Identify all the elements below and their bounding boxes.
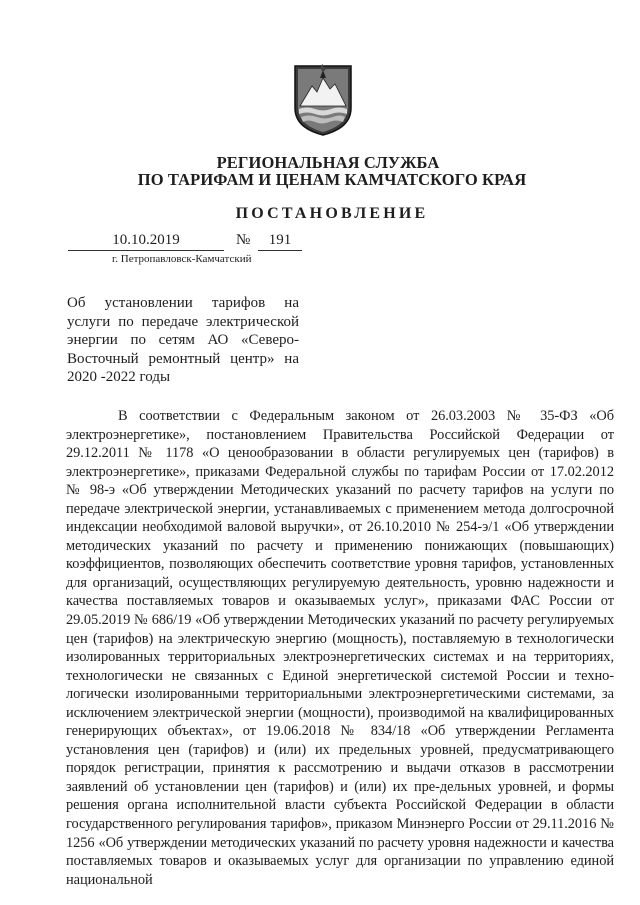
document-subject: Об установлении тарифов на услуги по передаче электрической энергии по сетям АО «Северо-Восточный ремонтный центр» на 2020 -2022 годы: [67, 295, 299, 385]
dateline: [68, 232, 308, 252]
number-sign: №: [236, 232, 251, 248]
document-type-title: ПОСТАНОВЛЕНИЕ: [235, 205, 429, 222]
organization-name-line-2: ПО ТАРИФАМ И ЦЕНАМ КАМЧАТСКОГО КРАЯ: [137, 170, 527, 189]
organization-name-line-1: РЕГИОНАЛЬНАЯ СЛУЖБА: [216, 153, 440, 172]
city-name: г. Петропавловск-Камчатский: [112, 253, 252, 265]
kamchatka-coat-of-arms-icon: [292, 62, 354, 138]
document-date: 10.10.2019: [68, 232, 224, 251]
document-number: 191: [258, 232, 302, 251]
document-body-paragraph: В соответствии с Федеральным законом от 26.03.2003 № 35-ФЗ «Об электроэнергетике», постановлением Правительства Российской Федерации от 29.12.2011 № 1178 «О ценообразовании в области регулируемых цен (тарифов) в электроэнергетике», приказами Федеральной службы по тарифам России от 17.02.2012 № 98-э «Об утверждении Методических указаний по расчету тарифов на услуги по передаче электрической энергии, устанавливаемых с применением метода долгосрочной индексации необходимой валовой выручки», от 26.10.2010 № 254-э/1 «Об утверждении методических указаний по расчету и применению понижающих (повышающих) коэффициентов, позволяющих обеспечить соответствие уровня тарифов, установленных для организаций, осуществляющих регулируемую деятельность, уровню надежности и качества поставляемых товаров и оказываемых услуг», приказами ФАС России от 29.05.2019 № 686/19 «Об утверждении Методических указаний по расчету регулируемых цен (тарифов) на электрическую энергию (мощность), поставляемую в технологически изолированных территориальных электроэнергетических системах и на территориях, технологически не связанных с Единой энергетической системой России и техно-логически изолированными территориальными электроэнергетическими системами, за исключением электрической энергии (мощности), производимой на квалифицированных генерирующих объектах», от 19.06.2018 № 834/18 «Об утверждении Регламента установления цен (тарифов) и (или) их предельных уровней, предусматривающего порядок регистрации, принятия к рассмотрению и выдачи отказов в рассмотрении заявлений об установлении цен (тарифов) и (или) их пре-дельных уровней, и формы решения органа исполнительной власти субъекта Российской Федерации в области государственного регулирования тарифов», приказом Минэнерго России от 29.11.2016 № 1256 «Об утверждении методических указаний по расчету уровня надежности и качества поставляемых товаров и оказываемых услуг для организации по управлению единой национальной: [66, 408, 614, 888]
